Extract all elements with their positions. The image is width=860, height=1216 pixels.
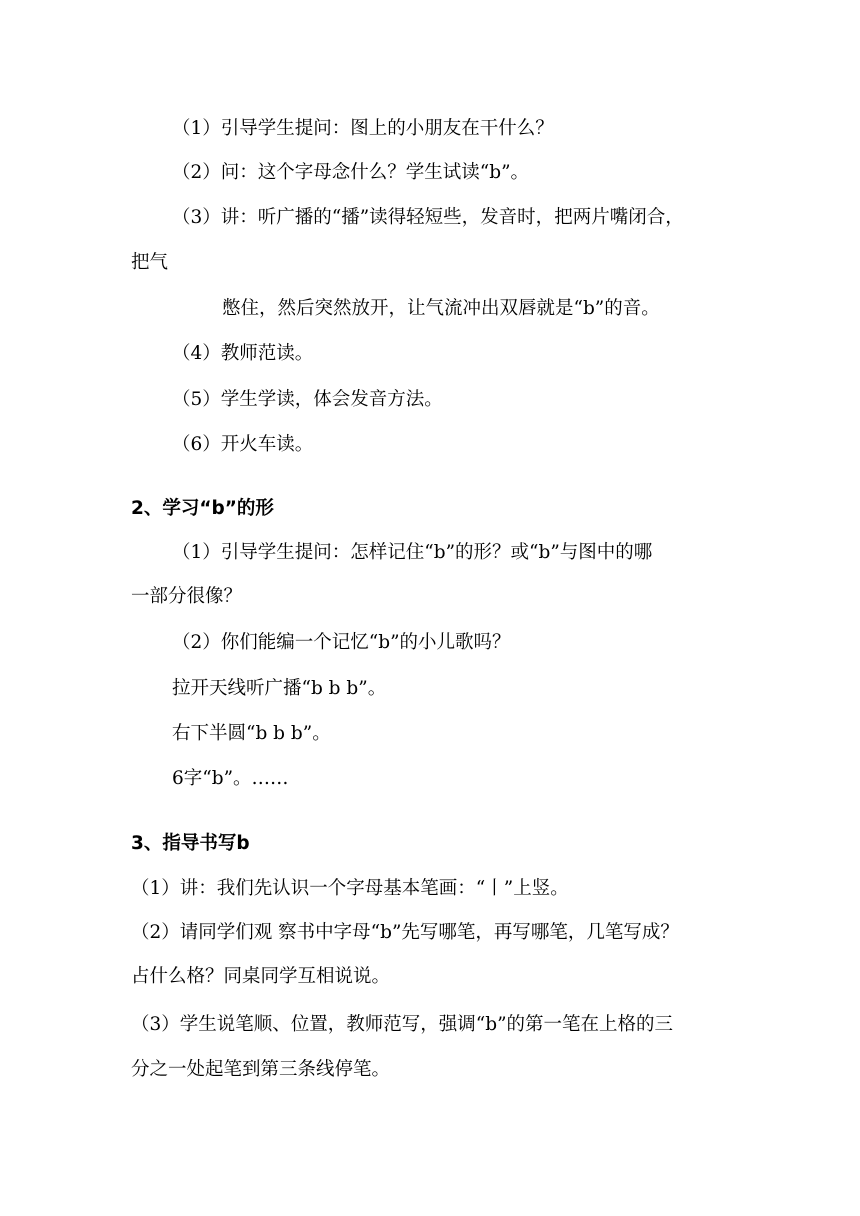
paragraph-line: 一部分很像？ — [131, 586, 243, 607]
paragraph-line: （5）学生学读，体会发音方法。 — [172, 389, 443, 410]
paragraph-line: （4）教师范读。 — [172, 343, 314, 364]
paragraph-line: 把气 — [131, 252, 169, 273]
paragraph-line: （3）学生说笔顺、位置，教师范写，强调“b”的第一笔在上格的三 — [131, 1014, 674, 1035]
paragraph-line: （2）你们能编一个记忆“b”的小儿歌吗？ — [172, 632, 511, 653]
rhyme-line: 6字“b”。…… — [172, 768, 289, 789]
rhyme-line: 拉开天线听广播“b b b”。 — [172, 678, 387, 699]
paragraph-line: （1）讲：我们先认识一个字母基本笔画：“丨”上竖。 — [131, 878, 569, 899]
paragraph-line: （6）开火车读。 — [172, 434, 314, 455]
paragraph-line: 占什么格？同桌同学互相说说。 — [131, 966, 391, 987]
section-heading: 3、指导书写b — [131, 833, 250, 854]
paragraph-line: （3）讲：听广播的“播”读得轻短些，发音时，把两片嘴闭合， — [172, 207, 684, 228]
paragraph-line: 分之一处起笔到第三条线停笔。 — [131, 1059, 391, 1080]
section-heading: 2、学习“b”的形 — [131, 498, 274, 519]
paragraph-line: （1）引导学生提问：怎样记住“b”的形？或“b”与图中的哪 — [172, 542, 653, 563]
paragraph-line: （2）问：这个字母念什么？学生试读“b”。 — [172, 162, 530, 183]
paragraph-line: （1）引导学生提问：图上的小朋友在干什么？ — [172, 118, 554, 139]
paragraph-line: （2）请同学们观 察书中字母“b”先写哪笔，再写哪笔，几笔写成？ — [131, 922, 679, 943]
rhyme-line: 右下半圆“b b b”。 — [172, 723, 331, 744]
paragraph-line: 憋住，然后突然放开，让气流冲出双唇就是“b”的音。 — [222, 298, 660, 319]
